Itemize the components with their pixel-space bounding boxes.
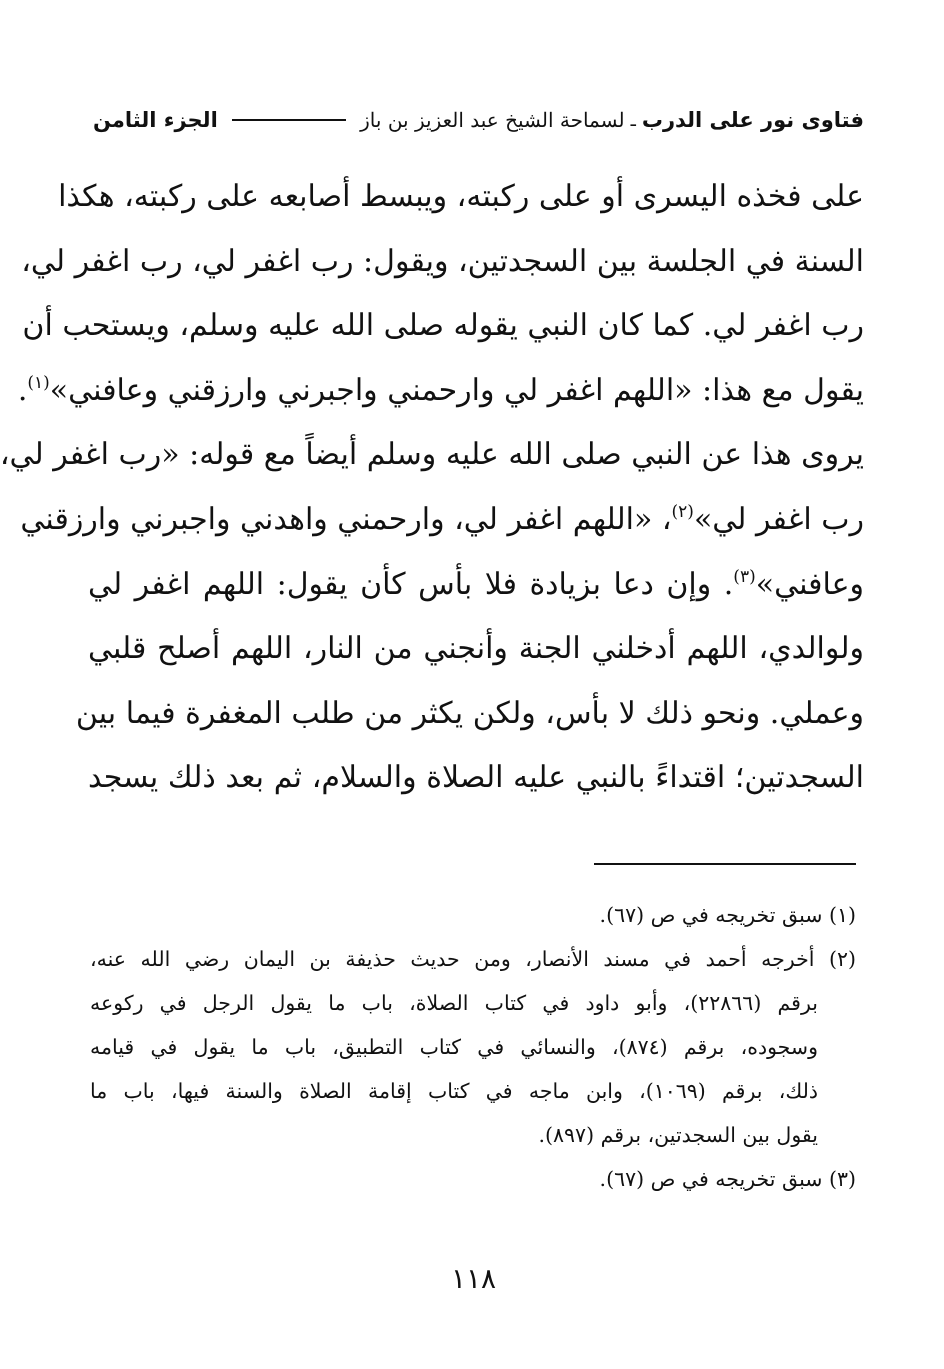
body-line [21,230,864,295]
footnotes [90,893,856,1201]
page-number: ١١٨ [450,1262,497,1295]
header-separator: ـ [630,109,636,131]
footnote-divider [594,863,856,865]
footnote-ref[interactable]: (٢) [671,501,694,522]
body-line-text: السنة في الجلسة بين السجدتين، ويقول: رب اغفر لي، رب اغفر لي، [21,243,864,279]
header-book-title: فتاوى نور على الدرب [641,108,864,132]
body-line [20,488,864,553]
footnote-3: (٣) سبق تخريجه في ص (٦٧). [599,1167,856,1191]
body-line-text: السجدتين؛ اقتداءً بالنبي عليه الصلاة والسلام، ثم بعد ذلك يسجد [88,760,864,796]
header-rule [232,119,346,121]
footnote-1: (١) سبق تخريجه في ص (٦٧). [599,903,856,927]
body-line-text: ، «اللهم اغفر لي، وارحمني واهدني واجبرني وارزقني [20,501,672,537]
sentence-end: . [17,372,28,408]
body-line [88,746,864,811]
body-line-text: رب اغفر لي» [693,501,864,537]
body-line-text: رب اغفر لي. كما كان النبي يقوله صلى الله عليه وسلم، ويستحب أن [22,308,864,344]
footnote-2-continuation: يقول بين السجدتين، برقم (٨٩٧). [538,1123,818,1147]
body-line-text: يروى هذا عن النبي صلى الله عليه وسلم أيضاً مع قوله: «رب اغفر لي، [0,437,864,473]
footnote-2-continuation: وسجوده، برقم (٨٧٤)، والنسائي في كتاب التطبيق، باب ما يقول في قيامه [90,1035,818,1059]
body-line [58,165,864,230]
body-line [75,682,864,747]
body-line [0,423,864,488]
footnote-ref[interactable]: (٣) [733,566,756,587]
body-line [88,553,864,618]
footnote-2: (٢) أخرجه أحمد في مسند الأنصار، ومن حديث حذيفة بن اليمان رضي الله عنه، [90,947,856,971]
body-line-text: . وإن دعا بزيادة فلا بأس كأن يقول: اللهم اغفر لي [88,566,734,602]
body-line-text: وعافني» [755,566,864,602]
footnote-2-continuation: برقم (٢٢٨٦٦)، وأبو داود في كتاب الصلاة، باب ما يقول الرجل في ركوعه [90,991,818,1015]
body-line-text: ولوالدي، اللهم أدخلني الجنة وأنجني من النار، اللهم أصلح قلبي [88,631,864,667]
body-line [88,617,864,682]
body-line-text: على فخذه اليسرى أو على ركبته، ويبسط أصابعه على ركبته، هكذا [58,179,864,214]
body-line [17,359,864,424]
body-line [22,294,864,359]
footnote-2-continuation: ذلك، برقم (١٠٦٩)، وابن ماجه في كتاب إقامة الصلاة والسنة فيها، باب ما [90,1079,818,1103]
header-volume: الجزء الثامن [93,108,218,132]
body-line-text: يقول مع هذا: «اللهم اغفر لي وارحمني واجبرني وارزقني وعافني» [49,372,864,408]
header-author: لسماحة الشيخ عبد العزيز بن باز [360,108,625,132]
running-header [93,100,864,140]
footnote-ref[interactable]: (١) [27,372,50,393]
body-line-text: وعملي. ونحو ذلك لا بأس، ولكن يكثر من طلب المغفرة فيما بين [75,695,864,731]
body-text [0,165,864,811]
